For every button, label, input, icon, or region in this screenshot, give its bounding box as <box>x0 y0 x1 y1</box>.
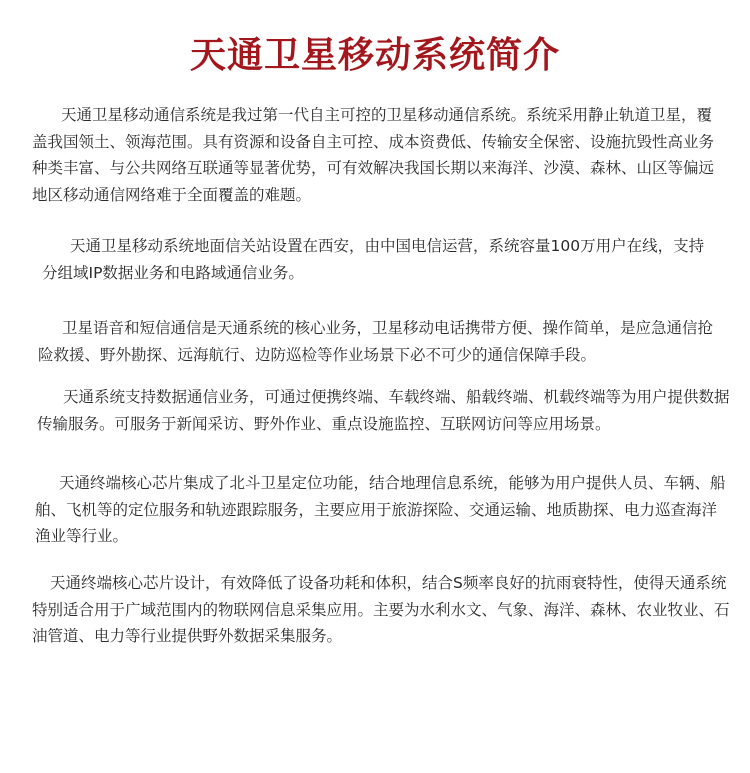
intro-paragraph-voice-sms: 卫星语音和短信通信是天通系统的核心业务，卫星移动电话携带方便、操作简单，是应急通信抢险救援、野外勘探、远海航行、边防巡检等作业场景下必不可少的通信保障手段。 <box>38 319 714 364</box>
intro-paragraph-overview: 天通卫星移动通信系统是我过第一代自主可控的卫星移动通信系统。系统采用静止轨道卫星，覆盖我国领土、领海范围。具有资源和设备自主可控、成本资费低、传输安全保密、设施抗毁性高业务种类丰富、与公共网络互联通等显著优势，可有效解决我国长期以来海洋、沙漠、森林、山区等偏远地区移动通信网络难于全面覆盖的难题。 <box>32 106 715 204</box>
page-title: 天通卫星移动系统简介 <box>189 35 560 76</box>
intro-paragraph-gateway: 天通卫星移动系统地面信关站设置在西安，由中国电信运营，系统容量100万用户在线，支持分组域IP数据业务和电路域通信业务。 <box>42 237 705 282</box>
intro-paragraph-data-service: 天通系统支持数据通信业务，可通过便携终端、车载终端、船载终端、机载终端等为用户提供数据传输服务。可服务于新闻采访、野外作业、重点设施监控、互联网访问等应用场景。 <box>37 388 730 433</box>
intro-paragraph-positioning: 天通终端核心芯片集成了北斗卫星定位功能，结合地理信息系统，能够为用户提供人员、车辆、船舶、飞机等的定位服务和轨迹跟踪服务，主要应用于旅游探险、交通运输、地质勘探、电力巡查海洋渔业等行业。 <box>35 474 726 545</box>
intro-paragraph-iot: 天通终端核心芯片设计，有效降低了设备功耗和体积，结合S频率良好的抗雨衰特性，使得天通系统特别适合用于广域范围内的物联网信息采集应用。主要为水利水文、气象、海洋、森林、农业牧业、石油管道、电力等行业提供野外数据采集服务。 <box>32 574 730 645</box>
